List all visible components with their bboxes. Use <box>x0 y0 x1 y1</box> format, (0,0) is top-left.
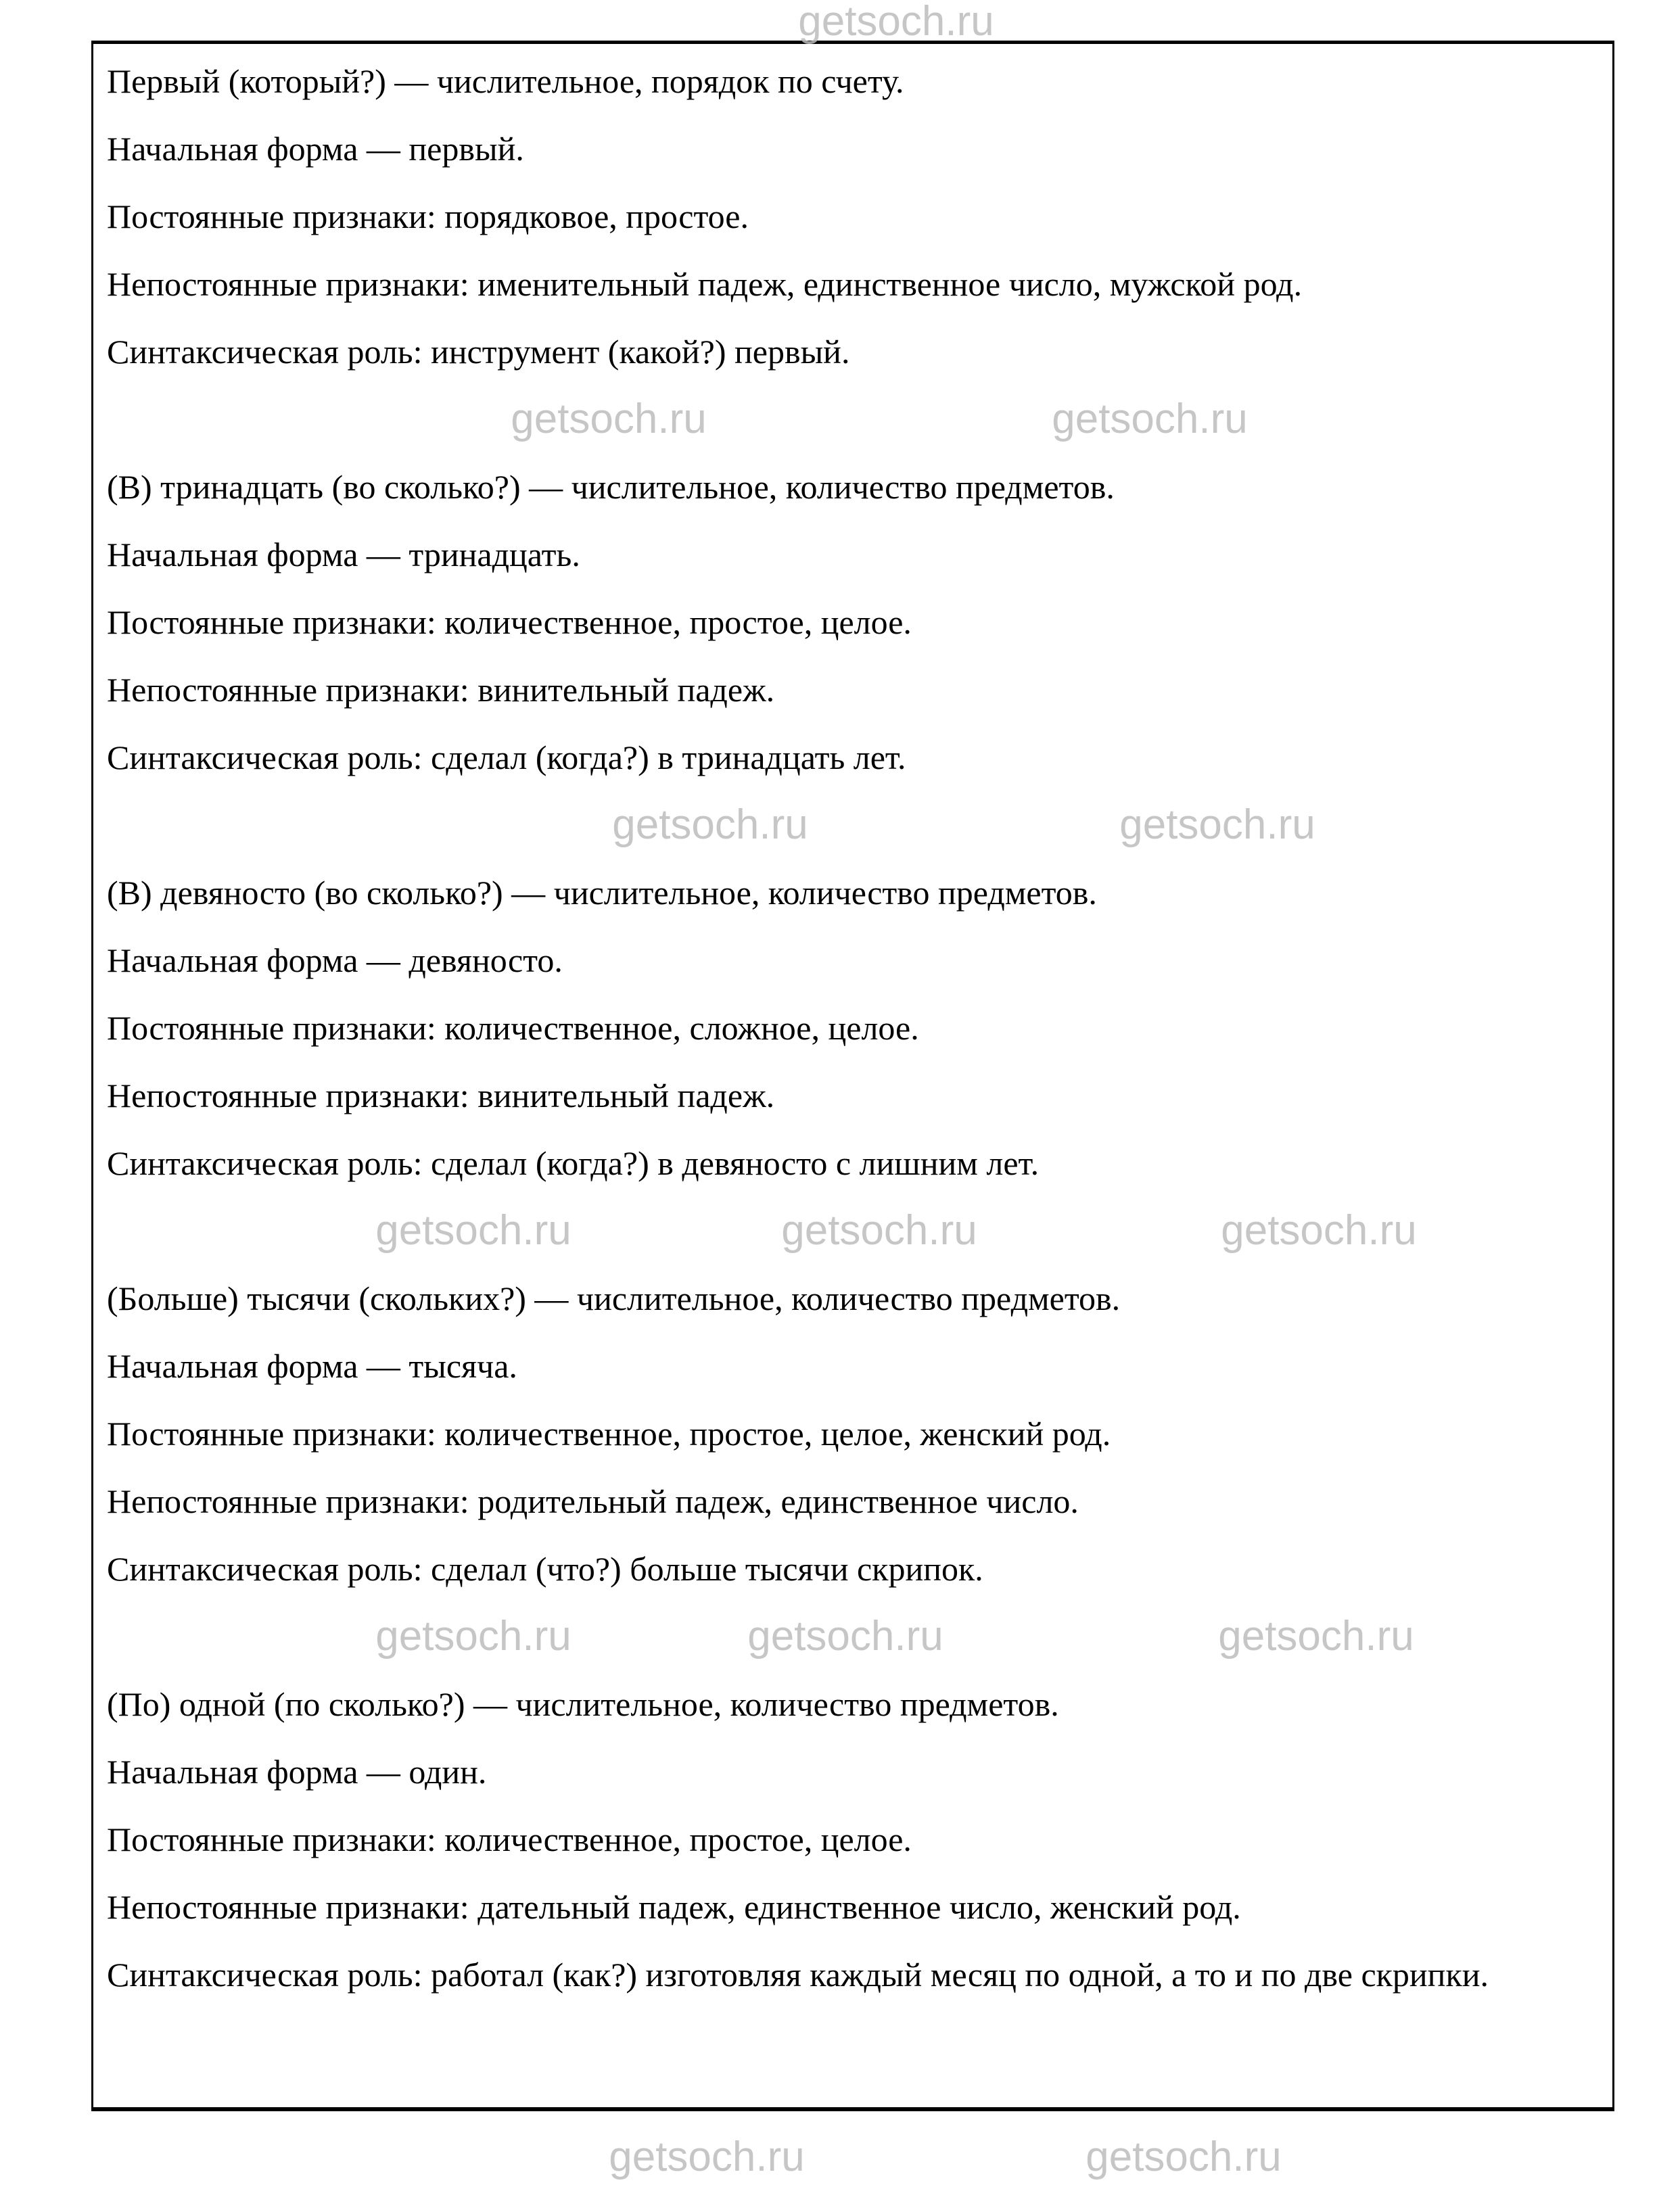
group-tysyachi <box>107 1265 1602 1603</box>
text-line: Непостоянные признаки: именительный падеж, единственное число, мужской род. <box>107 265 1303 303</box>
watermark: getsoch.ru <box>747 1613 943 1660</box>
text-line: Синтаксическая роль: сделал (что?) больше тысячи скрипок. <box>107 1550 983 1588</box>
text-line: Постоянные признаки: количественное, простое, целое, женский род. <box>107 1415 1111 1453</box>
watermark: getsoch.ru <box>1052 396 1248 442</box>
text-line: (В) тринадцать (во сколько?) — числительное, количество предметов. <box>107 468 1115 506</box>
watermark: getsoch.ru <box>511 396 707 442</box>
text-line: Постоянные признаки: порядковое, простое. <box>107 197 749 235</box>
text-line: Синтаксическая роль: работал (как?) изготовляя каждый месяц по одной, а то и по две скрипки. <box>107 1956 1489 1994</box>
text-line: Постоянные признаки: количественное, простое, целое. <box>107 603 912 641</box>
text-line: (В) девяносто (во сколько?) — числительное, количество предметов. <box>107 874 1097 912</box>
text-line: Начальная форма — один. <box>107 1753 487 1791</box>
text-line: Постоянные признаки: количественное, сложное, целое. <box>107 1009 919 1047</box>
watermark: getsoch.ru <box>609 2134 805 2180</box>
group-trinadtsat <box>107 453 1602 791</box>
text-line: Первый (который?) — числительное, порядок по счету. <box>107 62 904 100</box>
watermark: getsoch.ru <box>1119 801 1315 848</box>
text-line: Синтаксическая роль: сделал (когда?) в тринадцать лет. <box>107 738 906 776</box>
watermark: getsoch.ru <box>798 0 994 45</box>
text-line: Начальная форма — девяносто. <box>107 941 563 979</box>
watermark: getsoch.ru <box>375 1613 571 1660</box>
text-line: Начальная форма — первый. <box>107 130 524 168</box>
text-line: Начальная форма — тринадцать. <box>107 536 580 573</box>
watermark: getsoch.ru <box>1218 1613 1414 1660</box>
watermark: getsoch.ru <box>781 1207 977 1254</box>
text-line: (Больше) тысячи (скольких?) — числительное, количество предметов. <box>107 1279 1121 1317</box>
text-line: Начальная форма — тысяча. <box>107 1347 517 1385</box>
text-line: Непостоянные признаки: дательный падеж, единственное число, женский род. <box>107 1888 1241 1926</box>
text-line: Синтаксическая роль: инструмент (какой?) первый. <box>107 333 850 371</box>
watermark: getsoch.ru <box>612 801 808 848</box>
group-perviy <box>107 47 1602 385</box>
text-line: Синтаксическая роль: сделал (когда?) в девяносто с лишним лет. <box>107 1144 1040 1182</box>
text-line: (По) одной (по сколько?) — числительное, количество предметов. <box>107 1685 1059 1723</box>
watermark: getsoch.ru <box>1086 2134 1282 2180</box>
text-line: Непостоянные признаки: винительный падеж. <box>107 671 775 709</box>
watermark: getsoch.ru <box>375 1207 571 1254</box>
text-line: Непостоянные признаки: винительный падеж. <box>107 1077 775 1114</box>
watermark: getsoch.ru <box>1221 1207 1417 1254</box>
text-line: Постоянные признаки: количественное, простое, целое. <box>107 1820 912 1858</box>
answer-text <box>107 47 1602 2008</box>
group-devyanosto <box>107 859 1602 1197</box>
text-line: Непостоянные признаки: родительный падеж, единственное число. <box>107 1482 1079 1520</box>
group-odnoy <box>107 1670 1602 2008</box>
